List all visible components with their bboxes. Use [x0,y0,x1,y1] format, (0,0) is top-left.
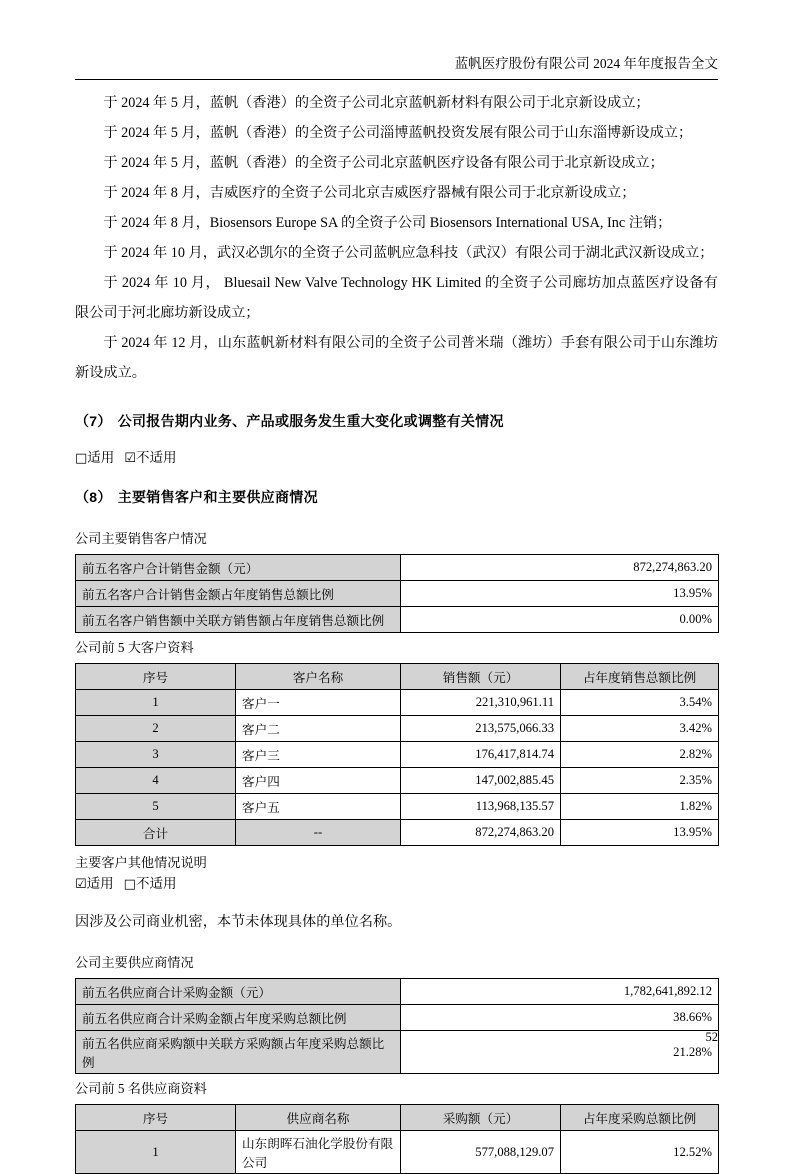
body-paragraph: 于 2024 年 8 月，Biosensors Europe SA 的全资子公司 Biosensors International USA, Inc 注销； [103,215,672,231]
supplier-summary-table [75,978,719,1074]
cell-amount: 221,310,961.11 [401,690,561,716]
section-8-title: 主要销售客户和主要供应商情况 [117,489,318,505]
body-paragraph: 于 2024 年 8 月，吉威医疗的全资子公司北京吉威医疗器械有限公司于北京新设成立； [103,185,636,201]
table-row [76,581,719,607]
supplier-summary-caption: 公司主要供应商情况 [75,955,194,970]
cell-name: 客户五 [236,794,401,820]
applicable-option[interactable] [75,450,114,465]
summary-value: 1,782,641,892.12 [401,979,719,1005]
cell-ratio: 3.54% [561,690,719,716]
column-header-amount: 采购额（元） [401,1105,561,1131]
table-row [76,742,719,768]
customer-note-text: 因涉及公司商业机密，本节未体现具体的单位名称。 [75,914,402,930]
section-7-number: （7） [75,413,112,429]
cell-name: 客户四 [236,768,401,794]
cell-name: 客户三 [236,742,401,768]
cell-ratio: 1.82% [561,794,719,820]
cell-name: 客户二 [236,716,401,742]
cell-amount: 213,575,066.33 [401,716,561,742]
body-paragraph: 于 2024 年 5 月，蓝帆（香港）的全资子公司北京蓝帆医疗设备有限公司于北京新设成立； [103,155,664,171]
cell-name: 山东朗晖石油化学股份有限公司 [236,1131,401,1174]
summary-label: 前五名供应商合计采购金额（元） [76,979,401,1005]
table-header-row [76,664,719,690]
page-header [75,55,718,81]
column-header-name: 供应商名称 [236,1105,401,1131]
table-header-row [76,1105,719,1131]
customer-summary-table [75,554,719,633]
body-paragraph: 于 2024 年 5 月，蓝帆（香港）的全资子公司北京蓝帆新材料有限公司于北京新设成立； [103,95,650,111]
column-header-ratio: 占年度销售总额比例 [561,664,719,690]
cell-no: 2 [76,716,236,742]
customer-note-caption: 主要客户其他情况说明 [75,855,207,870]
body-paragraph: 于 2024 年 10 月， Bluesail New Valve Technology HK Limited 的全资子公司廊坊加点蓝医疗设备有限公司于河北廊坊新设成立； [75,275,718,321]
cell-ratio: 2.35% [561,768,719,794]
table-row [76,1005,719,1031]
total-label: 合计 [76,820,236,846]
summary-value: 38.66% [401,1005,719,1031]
column-header-ratio: 占年度采购总额比例 [561,1105,719,1131]
cell-no: 5 [76,794,236,820]
cell-no: 1 [76,1131,236,1174]
summary-value: 872,274,863.20 [401,555,719,581]
table-row [76,768,719,794]
cell-ratio: 2.82% [561,742,719,768]
summary-label: 前五名供应商采购额中关联方采购额占年度采购总额比例 [76,1031,401,1074]
unchecked-box-icon: □ [75,451,88,466]
checked-box-icon: ☑ [124,451,136,466]
cell-no: 4 [76,768,236,794]
section-7-title: 公司报告期内业务、产品或服务发生重大变化或调整有关情况 [117,413,504,429]
applicable-option[interactable] [75,876,114,891]
customer-note-applicability [75,874,718,894]
section-8-number: （8） [75,489,112,505]
table-row [76,607,719,633]
applicable-label: 适用 [86,876,114,891]
summary-label: 前五名客户销售额中关联方销售额占年度销售总额比例 [76,607,401,633]
cell-amount: 577,088,129.07 [401,1131,561,1174]
header-title: 蓝帆医疗股份有限公司 2024 年年度报告全文 [454,56,718,71]
table-row [76,979,719,1005]
table-row [76,690,719,716]
cell-no: 1 [76,690,236,716]
cell-no: 3 [76,742,236,768]
column-header-name: 客户名称 [236,664,401,690]
supplier-table-caption: 公司前 5 名供应商资料 [75,1081,207,1096]
cell-amount: 147,002,885.45 [401,768,561,794]
not-applicable-label: 不适用 [135,876,177,891]
summary-label: 前五名客户合计销售金额占年度销售总额比例 [76,581,401,607]
summary-value: 0.00% [401,607,719,633]
applicable-label: 适用 [87,450,115,465]
header-divider [75,79,718,80]
cell-ratio: 12.52% [561,1131,719,1174]
cell-name: 客户一 [236,690,401,716]
page-content [75,88,718,1174]
table-row [76,555,719,581]
cell-amount: 176,417,814.74 [401,742,561,768]
summary-label: 前五名客户合计销售金额（元） [76,555,401,581]
summary-value: 13.95% [401,581,719,607]
not-applicable-label: 不适用 [135,450,177,465]
body-paragraph: 于 2024 年 5 月，蓝帆（香港）的全资子公司淄博蓝帆投资发展有限公司于山东淄博新设成立； [103,125,693,141]
body-paragraph: 于 2024 年 10 月，武汉必凯尔的全资子公司蓝帆应急科技（武汉）有限公司于湖北武汉新设成立； [103,245,714,261]
table-row [76,1031,719,1074]
unchecked-box-icon: □ [123,877,136,892]
not-applicable-option[interactable] [124,450,176,465]
summary-label: 前五名供应商合计采购金额占年度采购总额比例 [76,1005,401,1031]
table-row [76,716,719,742]
total-name: -- [236,820,401,846]
top-customers-table [75,663,719,846]
customer-table-caption: 公司前 5 大客户资料 [75,640,194,655]
column-header-amount: 销售额（元） [401,664,561,690]
customer-summary-caption: 公司主要销售客户情况 [75,531,207,546]
total-amount: 872,274,863.20 [401,820,561,846]
table-total-row [76,820,719,846]
table-row [76,794,719,820]
body-paragraph: 于 2024 年 12 月，山东蓝帆新材料有限公司的全资子公司普米瑞（潍坊）手套有限公司于山东潍坊新设成立。 [75,335,718,381]
page-number: 52 [705,1030,718,1044]
table-row [76,1131,719,1174]
section-7-heading [75,410,718,432]
summary-value: 21.28% [401,1031,719,1074]
total-ratio: 13.95% [561,820,719,846]
top-suppliers-table [75,1104,719,1174]
section-8-heading [75,486,718,508]
column-header-no: 序号 [76,664,236,690]
column-header-no: 序号 [76,1105,236,1131]
checked-box-icon: ☑ [75,877,87,892]
section-7-applicability [75,448,718,468]
cell-ratio: 3.42% [561,716,719,742]
cell-amount: 113,968,135.57 [401,794,561,820]
not-applicable-option[interactable] [124,876,177,891]
